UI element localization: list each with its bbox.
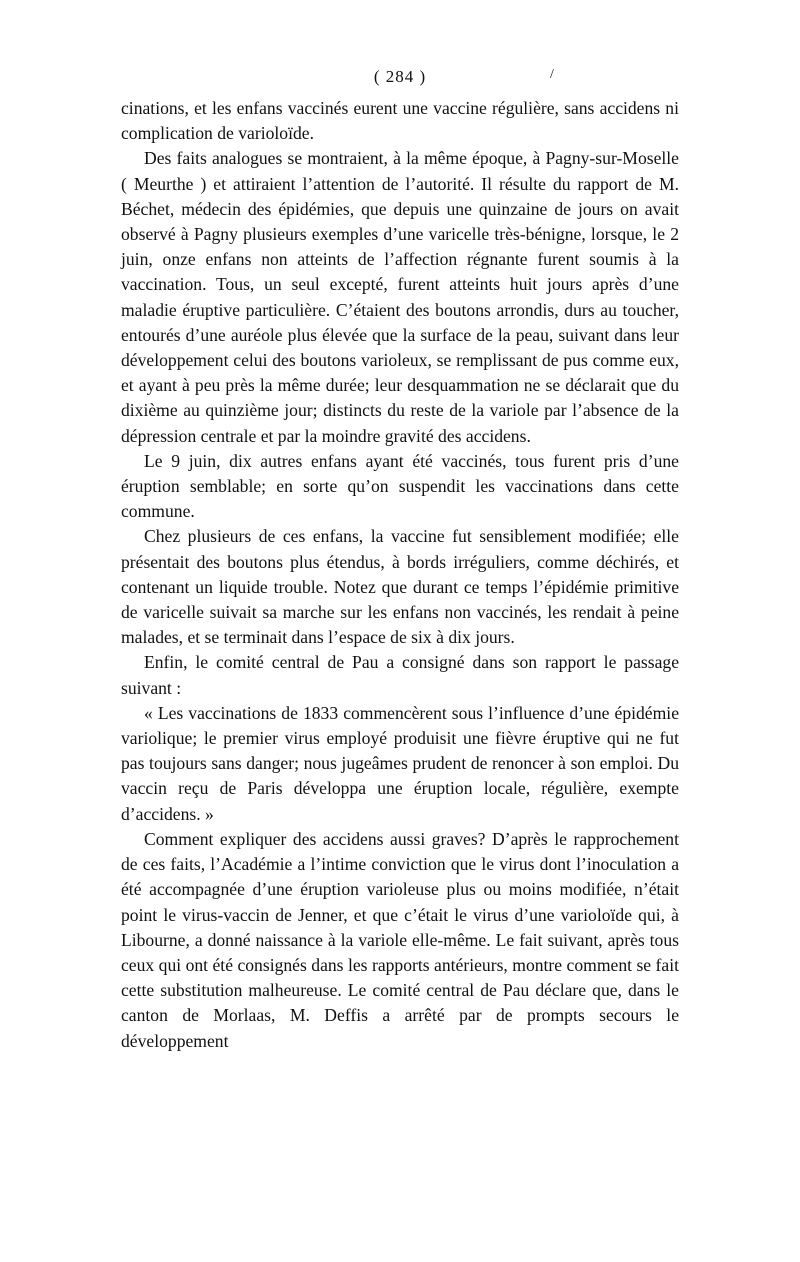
paragraph-7: Comment expliquer des accidens aussi graves? D’après le rapprochement de ces faits, l’Académie a l’intime conviction que le virus dont l’inoculation a été accompagnée d’une éruption varioleuse plus ou moins modifiée, n’était point le virus-vaccin de Jenner, et que c’était le virus d’une varioloïde qui, à Libourne, a donné naissance à la variole elle-même. Le fait suivant, après tous ceux qui ont été consignés dans les rapports antérieurs, montre comment se fait cette substitution malheureuse. Le comité central de Pau déclare que, dans le canton de Morlaas, M. Deffis a arrêté par de prompts secours le développement bbox=[121, 828, 679, 1051]
body-text bbox=[121, 96, 679, 1054]
paragraph-3: Le 9 juin, dix autres enfans ayant été vaccinés, tous furent pris d’une éruption semblable; en sorte qu’on suspendit les vaccinations dans cette commune. bbox=[121, 450, 679, 522]
paragraph-5: Enfin, le comité central de Pau a consigné dans son rapport le passage suivant : bbox=[121, 652, 679, 698]
page-header bbox=[121, 64, 679, 96]
paragraph-6-quotation: « Les vaccinations de 1833 commencèrent sous l’influence d’une épidémie variolique; le premier virus employé produisit une fièvre éruptive qui ne fut pas toujours sans danger; nous jugeâmes prudent de renoncer à son emploi. Du vaccin reçu de Paris développa une éruption locale, régulière, exempte d’accidens. » bbox=[121, 702, 679, 824]
corner-mark: / bbox=[550, 67, 554, 82]
paragraph-1: cinations, et les enfans vaccinés eurent une vaccine régulière, sans accidens ni complication de varioloïde. bbox=[121, 98, 679, 144]
page-number: ( 284 ) bbox=[373, 67, 427, 86]
paragraph-2: Des faits analogues se montraient, à la même époque, à Pagny-sur-Moselle ( Meurthe ) et attiraient l’attention de l’autorité. Il résulte du rapport de M. Béchet, médecin des épidémies, que depuis une quinzaine de jours on avait observé à Pagny plusieurs exemples d’une varicelle très-bénigne, lorsque, le 2 juin, onze enfans non atteints de l’affection régnante furent soumis à la vaccination. Tous, un seul excepté, furent atteints huit jours après d’une maladie éruptive particulière. C’étaient des boutons arrondis, durs au toucher, entourés d’une auréole plus élevée que la surface de la peau, suivant dans leur développement celui des boutons varioleux, se remplissant de pus comme eux, et ayant à peu près la même durée; leur desquammation ne se déclarait que du dixième au quinzième jour; distincts du reste de la variole par l’absence de la dépression centrale et par la moindre gravité des accidens. bbox=[121, 148, 679, 446]
paragraph-4: Chez plusieurs de ces enfans, la vaccine fut sensiblement modifiée; elle présentait des boutons plus étendus, à bords irréguliers, comme déchirés, et contenant un liquide trouble. Notez que durant ce temps l’épidémie primitive de varicelle suivait sa marche sur les enfans non vaccinés, les rendait à peine malades, et se terminait dans l’espace de six à dix jours. bbox=[121, 526, 679, 648]
book-page bbox=[121, 64, 679, 1054]
